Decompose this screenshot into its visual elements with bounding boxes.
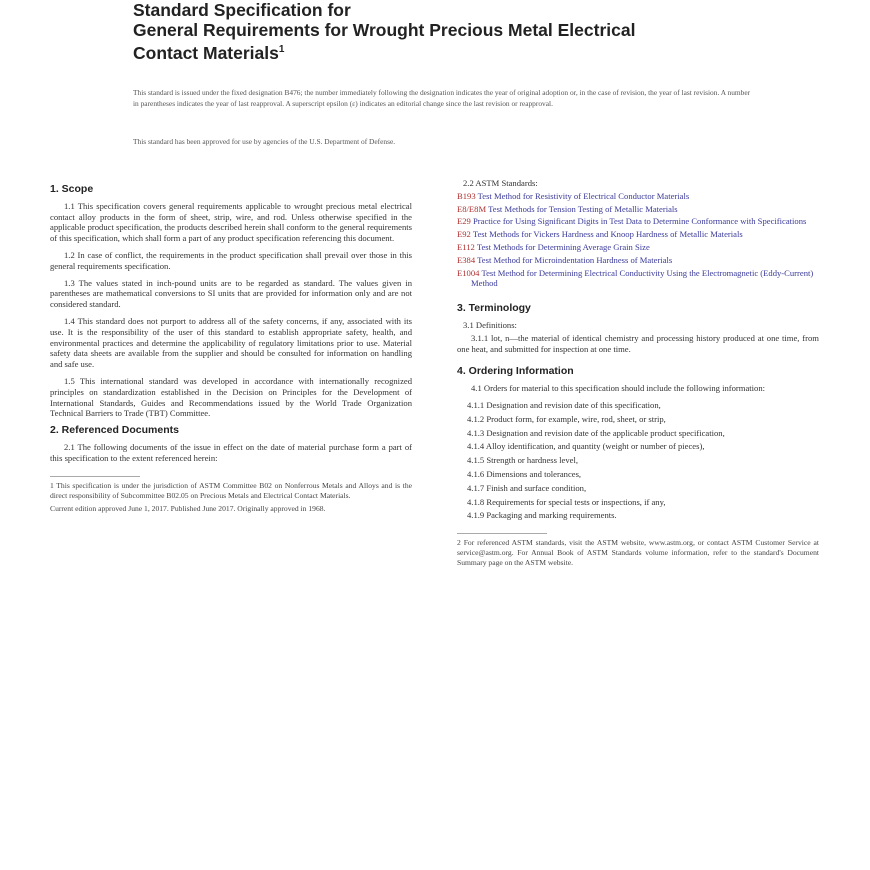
reference-item[interactable] <box>457 255 819 266</box>
list-item: 4.1.2 Product form, for example, wire, rod, sheet, or strip, <box>467 413 666 424</box>
reference-text: Practice for Using Significant Digits in Test Data to Determine Conformance with Specifications <box>473 216 807 227</box>
reference-text: Test Methods for Determining Average Grain Size <box>476 241 650 252</box>
reference-list <box>457 191 819 289</box>
paragraph-4-1: 4.1 Orders for material to this specification should include the following information: <box>471 383 766 394</box>
reference-item[interactable] <box>457 204 819 215</box>
paragraph-2-1: 2.1 The following documents of the issue in effect on the date of material purchase form a part of this specification to the extent referenced herein: <box>50 441 412 463</box>
title-line-1: Standard Specification for <box>133 0 351 20</box>
paragraph-2-2: 2.2 ASTM Standards: <box>463 178 538 188</box>
title-line-2: General Requirements for Wrought Precious Metal Electrical <box>133 20 636 40</box>
footnote-3: 2 For referenced ASTM standards, visit the ASTM website, www.astm.org, or contact ASTM Customer Service at service@astm.org. For Annual Book of ASTM Standards volume information, refer to the standard's Document Summary page on the ASTM website. <box>457 538 819 568</box>
reference-item[interactable] <box>457 242 819 253</box>
reference-code: E112 <box>457 241 475 252</box>
paragraph-3-1-1: 3.1.1 lot, n—the material of identical chemistry and processing history produced at one time, from one heat, and submitted for inspection at one time. <box>457 332 819 354</box>
reference-text: Test Method for Resistivity of Electrical Conductor Materials <box>477 190 690 201</box>
paragraph-3-1: 3.1 Definitions: <box>463 319 517 330</box>
list-item: 4.1.8 Requirements for special tests or inspections, if any, <box>467 496 666 507</box>
reference-item[interactable] <box>457 191 819 202</box>
list-item: 4.1.5 Strength or hardness level, <box>467 455 578 466</box>
paragraph-1-3: 1.3 The values stated in inch-pound units are to be regarded as standard. The values given in parentheses are mathematical conversions to SI units that are provided for information only and are not considered standard. <box>50 277 412 310</box>
reference-item[interactable] <box>457 268 819 290</box>
list-item: 4.1.6 Dimensions and tolerances, <box>467 468 582 479</box>
list-item: 4.1.9 Packaging and marking requirements. <box>467 510 617 521</box>
footnote-rule <box>457 533 547 534</box>
reference-code: E1004 <box>457 267 480 278</box>
reference-code: E384 <box>457 254 476 265</box>
reference-item[interactable] <box>457 229 819 240</box>
section-heading-scope: 1. Scope <box>50 183 94 195</box>
designation-note: This standard is issued under the fixed designation B476; the number immediately following the designation indicates the year of original adoption or, in the case of revision, the year of last revision. A number in parentheses indicates the year of last reapproval. A superscript epsilon (ε) indicates an editorial change since the last revision or reapproval. <box>133 88 751 108</box>
paragraph-1-2: 1.2 In case of conflict, the requirements in the product specification shall prevail over those in this general requirements specification. <box>50 249 412 271</box>
reference-code: E92 <box>457 229 471 240</box>
footnote-2: Current edition approved June 1, 2017. Published June 2017. Originally approved in 1968. <box>50 503 326 513</box>
list-item: 4.1.3 Designation and revision date of the applicable product specification, <box>467 427 725 438</box>
reference-code: E8/E8M <box>457 203 487 214</box>
section-heading-terminology: 3. Terminology <box>457 302 531 315</box>
paragraph-1-5: 1.5 This international standard was developed in accordance with internationally recognized principles on standardization established in the Decision on Principles for the Development of International Standards, Guides and Recommendations issued by the World Trade Organization Technical Barriers to Trade (TBT) Committee. <box>50 375 412 419</box>
section-heading-ordering-information: 4. Ordering Information <box>457 365 574 378</box>
title-line-3 <box>133 40 773 63</box>
list-item: 4.1.1 Designation and revision date of this specification, <box>467 399 661 410</box>
reference-text: Test Methods for Vickers Hardness and Knoop Hardness of Metallic Materials <box>472 229 743 240</box>
dod-note: This standard has been approved for use by agencies of the U.S. Department of Defense. <box>133 137 396 146</box>
reference-text: Test Methods for Tension Testing of Metallic Materials <box>488 203 678 214</box>
list-item: 4.1.7 Finish and surface condition, <box>467 482 587 493</box>
footnote-1: 1 This specification is under the jurisdiction of ASTM Committee B02 on Nonferrous Metals and Alloys and is the direct responsibility of Subcommittee B02.05 on Precious Metals and Electrical Contact Materials. <box>50 480 412 500</box>
footnote-rule <box>50 476 140 477</box>
right-column <box>457 178 819 571</box>
paragraph-1-1: 1.1 This specification covers general requirements applicable to wrought precious metal electrical contact alloy products in the form of sheet, strip, wire, and rod. Unless otherwise specified in the applicable product specification, the products described herein shall conform to the general requirements of this specification, which shall form a part of any product specification referencing this document. <box>50 200 412 244</box>
document-title <box>133 0 773 63</box>
title-line-3-text: Contact Materials <box>133 42 279 63</box>
reference-code: B193 <box>457 190 476 201</box>
reference-text: Test Method for Microindentation Hardness of Materials <box>477 254 673 265</box>
reference-item[interactable] <box>457 216 819 227</box>
title-superscript: 1 <box>278 44 285 55</box>
reference-text: Test Method for Determining Electrical Conductivity Using the Electromagnetic (Eddy-Current) Method <box>471 267 814 289</box>
list-item: 4.1.4 Alloy identification, and quantity (weight or number of pieces), <box>467 441 705 452</box>
left-column <box>50 178 412 517</box>
reference-code: E29 <box>457 216 471 227</box>
section-heading-referenced-documents: 2. Referenced Documents <box>50 424 179 437</box>
paragraph-1-4: 1.4 This standard does not purport to address all of the safety concerns, if any, associated with its use. It is the responsibility of the user of this standard to establish appropriate safety, health, and environmental practices and determine the applicability of regulatory limitations prior to use. Material safety data sheets are available from the supplier and should be consulted for information on handling and safe use. <box>50 315 412 370</box>
